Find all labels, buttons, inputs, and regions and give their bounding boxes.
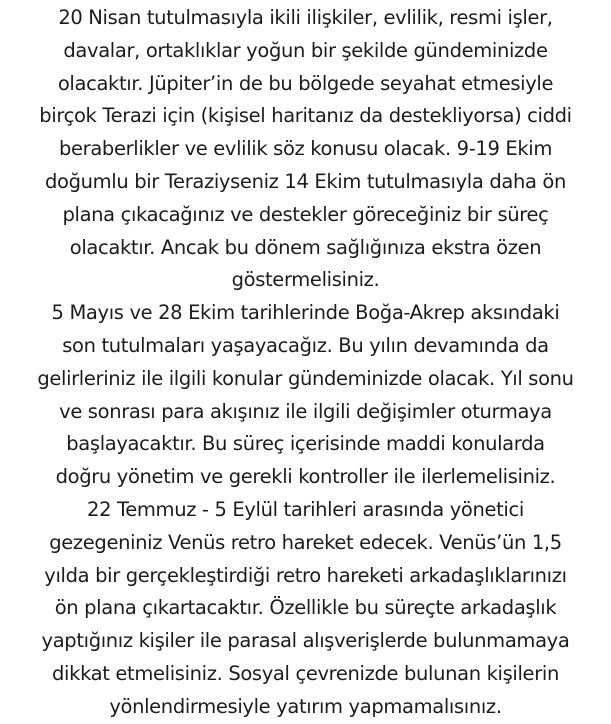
text-line: plana çıkacağınız ve destekler göreceğiniz bir süreç bbox=[62, 202, 549, 226]
text-line: ön plana çıkartacaktır. Özellikle bu süreçte arkadaşlık bbox=[54, 596, 557, 620]
text-line: 5 Mayıs ve 28 Ekim tarihlerinde Boğa-Akrep aksındaki bbox=[51, 301, 560, 325]
text-line: gezegeniniz Venüs retro hareket edecek. Venüs’ün 1,5 bbox=[49, 530, 562, 554]
text-line: 20 Nisan tutulmasıyla ikili ilişkiler, evlilik, resmi işler, bbox=[58, 6, 553, 29]
text-line: yaptığınız kişiler ile parasal alışverişlerde bulunmamaya bbox=[41, 629, 570, 653]
text-line: yönlendirmesiyle yatırım yapmamalısınız. bbox=[109, 694, 502, 718]
text-line: göstermelisiniz. bbox=[231, 268, 380, 292]
text-line: dikkat etmelisiniz. Sosyal çevrenizde bulunan kişilerin bbox=[52, 661, 559, 685]
text-line: ve sonrası para akışınız ile ilgili değişimler oturmaya bbox=[59, 399, 552, 423]
paragraph-tutulma-iliskiler bbox=[0, 2, 611, 297]
text-line: gelirleriniz ile ilgili konular gündeminizde olacak. Yıl sonu bbox=[37, 366, 574, 390]
paragraph-venus-retro bbox=[0, 494, 611, 724]
text-line: başlayacaktır. Bu süreç içerisinde maddi konularda bbox=[66, 432, 545, 456]
text-line: davalar, ortaklıklar yoğun bir şekilde gündeminizde bbox=[63, 38, 548, 62]
text-line: birçok Terazi için (kişisel haritanız da destekliyorsa) ciddi bbox=[39, 104, 572, 128]
text-line: doğumlu bir Teraziyseniz 14 Ekim tutulmasıyla daha ön bbox=[44, 169, 566, 193]
text-line: olacaktır. Jüpiter’in de bu bölgede seyahat etmesiyle bbox=[57, 71, 554, 95]
text-line: doğru yönetim ve gerekli kontroller ile ilerlemelisiniz. bbox=[55, 465, 556, 489]
text-line: olacaktır. Ancak bu dönem sağlığınıza ekstra özen bbox=[69, 235, 542, 259]
text-line: 22 Temmuz - 5 Eylül tarihleri arasında yönetici bbox=[87, 497, 524, 521]
paragraph-boga-akrep-aksi bbox=[0, 297, 611, 494]
text-line: yılda bir gerçekleştirdiği retro hareketi arkadaşlıklarınızı bbox=[44, 563, 567, 587]
text-line: son tutulmaları yaşayacağız. Bu yılın devamında da bbox=[62, 333, 549, 357]
text-line: beraberlikler ve evlilik söz konusu olacak. 9-19 Ekim bbox=[58, 137, 552, 161]
